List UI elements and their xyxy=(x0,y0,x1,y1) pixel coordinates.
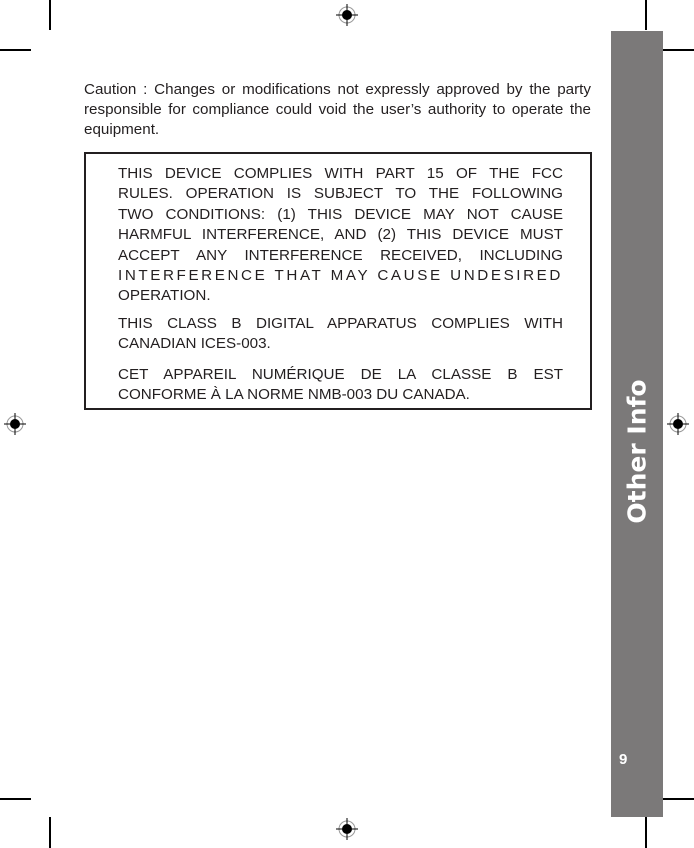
nmb-notice-paragraph xyxy=(118,365,563,406)
crop-mark-top-left-vertical xyxy=(49,0,51,30)
text-line: TWO CONDITIONS: (1) THIS DEVICE MAY NOT CAUSE xyxy=(118,205,563,223)
crop-mark-bottom-left-vertical xyxy=(49,817,51,848)
text-line: CANADIAN ICES-003. xyxy=(118,335,271,353)
section-title xyxy=(611,371,663,531)
ices-notice-paragraph xyxy=(118,314,563,355)
section-sidebar-tab xyxy=(611,31,663,817)
crop-mark-top-left-horizontal xyxy=(0,49,31,51)
text-line: THIS DEVICE COMPLIES WITH PART 15 OF THE FCC xyxy=(118,165,563,182)
text-line: CONFORME À LA NORME NMB-003 DU CANADA. xyxy=(118,386,470,404)
crop-mark-bottom-right-vertical xyxy=(645,817,647,848)
text-line: RULES. OPERATION IS SUBJECT TO THE FOLLOWING xyxy=(118,185,563,203)
text-line: HARMFUL INTERFERENCE, AND (2) THIS DEVICE MUST xyxy=(118,226,563,244)
caution-paragraph: Caution : Changes or modifications not expressly approved by the party responsible for compliance could void the user’s authority to operate the equipment. xyxy=(84,81,591,138)
text-line: OPERATION. xyxy=(118,287,211,305)
text-line: CET APPAREIL NUMÉRIQUE DE LA CLASSE B EST xyxy=(118,366,563,383)
crop-mark-top-right-horizontal xyxy=(663,49,694,51)
text-line: THIS CLASS B DIGITAL APPARATUS COMPLIES WITH xyxy=(118,315,563,332)
text-line: INTERFERENCE THAT MAY CAUSE UNDESIRED xyxy=(118,267,563,285)
compliance-notice-box xyxy=(84,152,592,410)
text-line: ACCEPT ANY INTERFERENCE RECEIVED, INCLUDING xyxy=(118,246,563,264)
registration-mark-icon xyxy=(336,4,358,26)
page-number: 9 xyxy=(619,751,628,768)
fcc-notice-paragraph xyxy=(118,164,563,307)
section-title-text: Other Info xyxy=(622,378,652,524)
crop-mark-bottom-right-horizontal xyxy=(663,798,694,800)
crop-mark-bottom-left-horizontal xyxy=(0,798,31,800)
registration-mark-icon xyxy=(4,413,26,435)
registration-mark-icon xyxy=(667,413,689,435)
crop-mark-top-right-vertical xyxy=(645,0,647,30)
registration-mark-icon xyxy=(336,818,358,840)
